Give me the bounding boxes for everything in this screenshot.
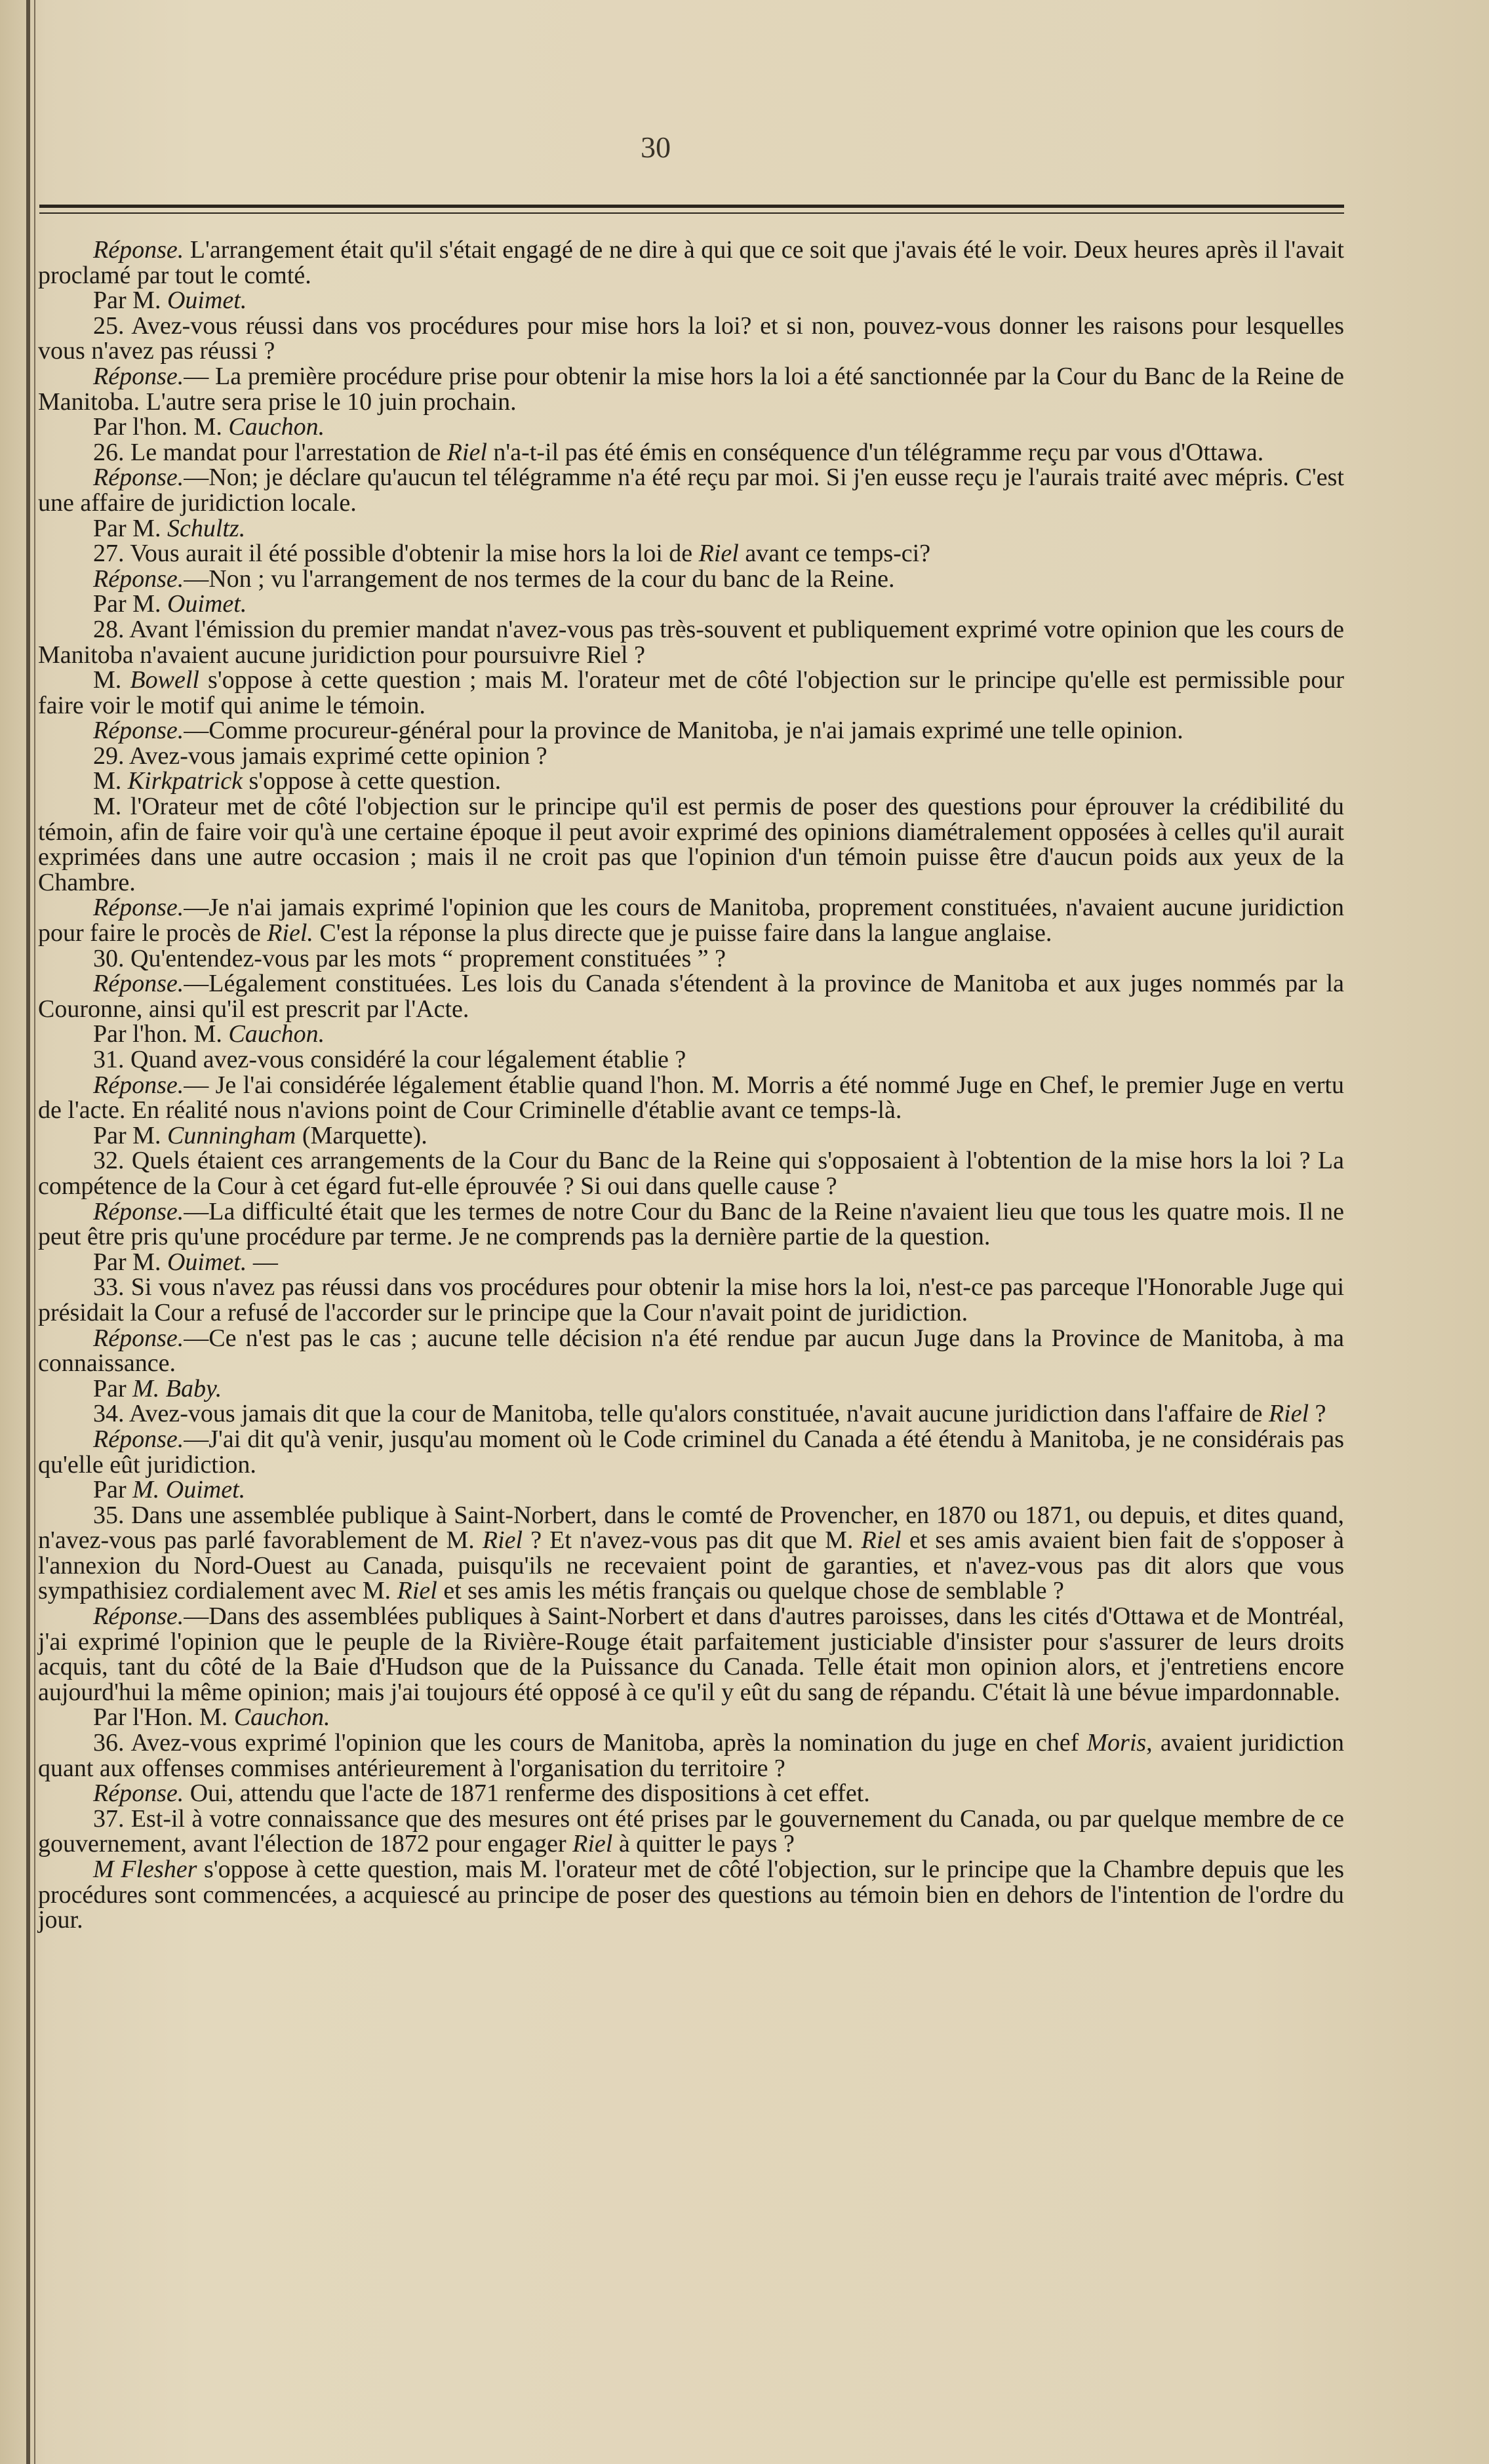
speaker-name: Ouimet. [167, 287, 247, 315]
paragraph-text: 26. Le mandat pour l'arrestation de [93, 438, 447, 466]
response-paragraph [38, 1427, 1344, 1477]
paragraph-text: 37. Est-il à votre connaissance que des mesures ont été prises par le gouvernement du Canada, ou par quelque membre de ce gouvernement, avant l'élection de 1872 pour engager [38, 1804, 1344, 1858]
question-paragraph [38, 1401, 1344, 1427]
response-label: Réponse. [93, 970, 184, 998]
question-text: 33. Si vous n'avez pas réussi dans vos procédures pour obtenir la mise hors la loi, n'est-ce pas parceque l'Honorable Juge qui présidait la Cour a refusé de l'accorder sur le principe que la Cour n'avait point de juridiction. [38, 1273, 1344, 1326]
speaker-line [38, 1250, 1344, 1275]
paragraph-text: M. [93, 767, 128, 795]
speaker-name: Ouimet. [167, 1248, 247, 1276]
speaker-line [38, 1376, 1344, 1402]
response-text: L'arrangement était qu'il s'était engagé de ne dire à qui que ce soit que j'avais été le voir. Deux heures après il l'avait proclamé par tout le comté. [38, 236, 1344, 289]
response-text: —Je n'ai jamais exprimé l'opinion que les cours de Manitoba, proprement constituées, n'avaient aucune juridiction pour faire le procès de [38, 894, 1344, 947]
question-paragraph [38, 541, 1344, 566]
response-paragraph [38, 364, 1344, 414]
question-paragraph [38, 1148, 1344, 1199]
question-paragraph [38, 1730, 1344, 1781]
response-paragraph [38, 237, 1344, 288]
paragraph-text: M Flesher [93, 1856, 197, 1883]
paragraph-text: 36. Avez-vous exprimé l'opinion que les cours de Manitoba, après la nomination du juge en chef [93, 1729, 1087, 1757]
paragraph-text: ? [1309, 1400, 1326, 1428]
response-label: Réponse. [93, 1071, 184, 1099]
response-label: Réponse. [93, 1324, 184, 1352]
response-label: Réponse. [93, 565, 184, 593]
paragraph-text: Riel [1268, 1400, 1309, 1428]
objection-paragraph [38, 667, 1344, 718]
paragraph-text: 27. Vous aurait il été possible d'obtenir la mise hors la loi de [93, 540, 699, 568]
question-paragraph [38, 1503, 1344, 1604]
paragraph-text: avant ce temps-ci? [738, 540, 931, 568]
speaker-line [38, 516, 1344, 542]
response-label: Réponse. [93, 1425, 184, 1453]
response-text: — Je l'ai considérée légalement établie quand l'hon. M. Morris a été nommé Juge en Chef, le premier Juge en vertu de l'acte. En réalité nous n'avions point de Cour Criminelle d'établie avant ce temps-là. [38, 1071, 1344, 1124]
response-text: —J'ai dit qu'à venir, jusqu'au moment où le Code criminel du Canada a été étendu à Manitoba, je ne considérais pas qu'elle eût juridiction. [38, 1425, 1344, 1479]
question-paragraph [38, 617, 1344, 667]
question-paragraph [38, 313, 1344, 364]
question-paragraph [38, 744, 1344, 769]
response-label: Réponse. [93, 717, 184, 745]
question-paragraph [38, 946, 1344, 972]
speaker-name: Ouimet. [167, 590, 247, 618]
speaker-line [38, 1123, 1344, 1149]
paragraph-text: Riel [482, 1526, 523, 1555]
speaker-line [38, 591, 1344, 617]
paragraph-text: 35. Dans une assemblée publique à Saint-Norbert, dans le comté de Provencher, en 1870 ou 1871, ou depuis, et dites quand, n'avez-vous pas parlé favorablement de M. [38, 1501, 1344, 1555]
speaker-name: Cauchon. [233, 1703, 330, 1732]
paragraph-text: à quitter le pays ? [612, 1830, 795, 1858]
question-paragraph [38, 1806, 1344, 1857]
response-text: C'est la réponse la plus directe que je puisse faire dans la langue anglaise. [313, 919, 1052, 947]
response-label: Réponse. [93, 1779, 184, 1808]
page-binding-line [34, 0, 35, 2464]
question-text: 32. Quels étaient ces arrangements de la Cour du Banc de la Reine qui s'opposaient à l'obtention de la mise hors la loi ? La compétence de la Cour à cet égard fut-elle éprouvée ? Si oui dans quelle cause ? [38, 1147, 1344, 1200]
question-text: M. l'Orateur met de côté l'objection sur le principe qu'il est permis de poser des questions pour éprouver la crédibilité du témoin, afin de faire voir qu'à une certaine époque il peut avoir exprimé des opinions diamétralement opposées à celles qu'il aurait exprimées dans une autre occasion ; mais il ne croit pas que l'opinion d'un témoin puisse être d'aucun poids aux yeux de la Chambre. [38, 793, 1344, 896]
header-rule-thick [39, 205, 1344, 208]
paragraph-text: et ses amis avaient bien fait de s'opposer à l'annexion du Nord-Ouest au Canada, puisqu'ils ne recevaient point de garanties, et n'avez-vous pas dit alors que vous sympathisiez cordialement avec M. [38, 1526, 1344, 1605]
response-text: Oui, attendu que l'acte de 1871 renferme des dispositions à cet effet. [184, 1779, 870, 1808]
speaker-suffix: (Marquette). [296, 1121, 427, 1149]
paragraph-text: s'oppose à cette question ; mais M. l'orateur met de côté l'objection sur le principe qu'elle est permissible pour faire voir le motif qui anime le témoin. [38, 666, 1345, 719]
question-paragraph [38, 794, 1344, 895]
response-paragraph [38, 1073, 1344, 1123]
question-paragraph [38, 1275, 1344, 1325]
response-label: Réponse. [93, 236, 184, 264]
speaker-line [38, 1705, 1344, 1730]
page-binding-edge [26, 0, 30, 2464]
response-paragraph [38, 465, 1344, 515]
speaker-name: M. Ouimet. [132, 1476, 246, 1504]
paragraph-text: 34. Avez-vous jamais dit que la cour de Manitoba, telle qu'alors constituée, n'avait aucune juridiction dans l'affaire de [93, 1400, 1269, 1428]
response-text: —Non; je déclare qu'aucun tel télégramme n'a été reçu par moi. Si j'en eusse reçu je l'aurais traité avec mépris. C'est une affaire de juridiction locale. [38, 464, 1344, 517]
response-text: —Dans des assemblées publiques à Saint-Norbert et dans d'autres paroisses, dans les cités d'Ottawa et de Montréal, j'ai exprimé l'opinion que le peuple de la Rivière-Rouge était parfaitement justiciable d'insister pour s'assurer de leurs droits acquis, tant du côté de la Baie d'Hudson que de la Puissance du Canada. Telle était mon opinion alors, et j'entretiens encore aujourd'hui la même opinion; mais j'ai toujours été opposé à ce qu'il y eût du sang de répandu. C'était là une bévue impardonnable. [38, 1602, 1344, 1706]
response-label: Réponse. [93, 362, 184, 390]
paragraph-text: Riel [447, 438, 487, 466]
question-paragraph [38, 1047, 1344, 1073]
paragraph-text: ? Et n'avez-vous pas dit que M. [523, 1526, 862, 1555]
speaker-prefix: Par M. [93, 1121, 167, 1149]
speaker-prefix: Par [93, 1374, 133, 1402]
objection-paragraph [38, 1857, 1344, 1933]
paragraph-text: s'oppose à cette question, mais M. l'orateur met de côté l'objection, sur le principe que la Chambre depuis que les procédures sont commencées, a acquiescé au principe de poser des questions au témoin bien en dehors de l'intention de l'ordre du jour. [38, 1856, 1344, 1934]
paragraph-text: Bowell [130, 666, 199, 694]
response-label: Réponse. [93, 464, 184, 492]
speaker-suffix: — [247, 1248, 278, 1276]
objection-paragraph [38, 768, 1344, 794]
response-text: —Ce n'est pas le cas ; aucune telle décision n'a été rendue par aucun Juge dans la Province de Manitoba, à ma connaissance. [38, 1324, 1344, 1378]
paragraph-text: , avaient juridiction quant aux offenses commises antérieurement à l'organisation du territoire ? [38, 1729, 1344, 1782]
paragraph-text: Riel [397, 1577, 437, 1605]
speaker-name: M. Baby. [132, 1374, 222, 1402]
speaker-name: Cauchon. [228, 1020, 325, 1048]
speaker-line [38, 288, 1344, 313]
response-paragraph [38, 895, 1344, 945]
paragraph-text: Riel [572, 1830, 613, 1858]
question-text: 25. Avez-vous réussi dans vos procédures pour mise hors la loi? et si non, pouvez-vous donner les raisons pour lesquelles vous n'avez pas réussi ? [38, 311, 1344, 365]
speaker-prefix: Par l'Hon. M. [93, 1703, 234, 1732]
response-text: —Comme procureur-général pour la province de Manitoba, je n'ai jamais exprimé une telle opinion. [184, 717, 1183, 745]
response-label: Réponse. [93, 1197, 184, 1225]
speaker-prefix: Par M. [93, 590, 167, 618]
response-text: —La difficulté était que les termes de notre Cour du Banc de la Reine n'avaient lieu que tous les quatre mois. Il ne peut être pris qu'une procédure par terme. Je ne comprends pas la dernière partie de la question. [38, 1197, 1344, 1251]
speaker-line [38, 1022, 1344, 1047]
page-number: 30 [641, 130, 671, 164]
response-text: —Non ; vu l'arrangement de nos termes de la cour du banc de la Reine. [184, 565, 895, 593]
response-paragraph [38, 1781, 1344, 1806]
speaker-name: Cunningham [167, 1121, 296, 1149]
response-paragraph [38, 566, 1344, 592]
speaker-prefix: Par l'hon. M. [93, 413, 229, 441]
paragraph-text: s'oppose à cette question. [243, 767, 502, 795]
response-text: Riel. [267, 919, 313, 947]
response-paragraph [38, 1604, 1344, 1705]
speaker-name: Schultz. [167, 514, 246, 542]
testimony-text [38, 237, 1344, 1933]
question-text: 30. Qu'entendez-vous par les mots “ proprement constituées ” ? [93, 944, 726, 972]
speaker-prefix: Par [93, 1476, 133, 1504]
speaker-name: Cauchon. [228, 413, 325, 441]
speaker-prefix: Par M. [93, 514, 167, 542]
speaker-line [38, 1477, 1344, 1503]
paragraph-text: M. [93, 666, 130, 694]
response-text: — La première procédure prise pour obtenir la mise hors la loi a été sanctionnée par la Cour du Banc de la Reine de Manitoba. L'autre sera prise le 10 juin prochain. [38, 362, 1344, 416]
speaker-line [38, 414, 1344, 440]
paragraph-text: Moris [1086, 1729, 1147, 1757]
response-paragraph [38, 1326, 1344, 1376]
response-paragraph [38, 718, 1344, 744]
paragraph-text: n'a-t-il pas été émis en conséquence d'un télégramme reçu par vous d'Ottawa. [486, 438, 1264, 466]
header-rule-thin [39, 212, 1344, 214]
response-paragraph [38, 971, 1344, 1022]
paragraph-text: Riel [861, 1526, 902, 1555]
speaker-prefix: Par l'hon. M. [93, 1020, 229, 1048]
speaker-prefix: Par M. [93, 1248, 167, 1276]
question-paragraph [38, 440, 1344, 466]
response-label: Réponse. [93, 894, 184, 922]
paragraph-text: Kirkpatrick [127, 767, 243, 795]
speaker-prefix: Par M. [93, 287, 167, 315]
response-text: —Légalement constituées. Les lois du Canada s'étendent à la province de Manitoba et aux juges nommés par la Couronne, ainsi qu'il est prescrit par l'Acte. [38, 970, 1344, 1023]
paragraph-text: et ses amis les métis français ou quelque chose de semblable ? [437, 1577, 1064, 1605]
response-paragraph [38, 1199, 1344, 1250]
response-label: Réponse. [93, 1602, 184, 1631]
question-text: 28. Avant l'émission du premier mandat n'avez-vous pas très-souvent et publiquement exprimé votre opinion que les cours de Manitoba n'avaient aucune juridiction pour poursuivre Riel ? [38, 615, 1344, 669]
paragraph-text: Riel [698, 540, 739, 568]
question-text: 31. Quand avez-vous considéré la cour légalement établie ? [93, 1046, 686, 1073]
question-text: 29. Avez-vous jamais exprimé cette opinion ? [93, 742, 547, 770]
